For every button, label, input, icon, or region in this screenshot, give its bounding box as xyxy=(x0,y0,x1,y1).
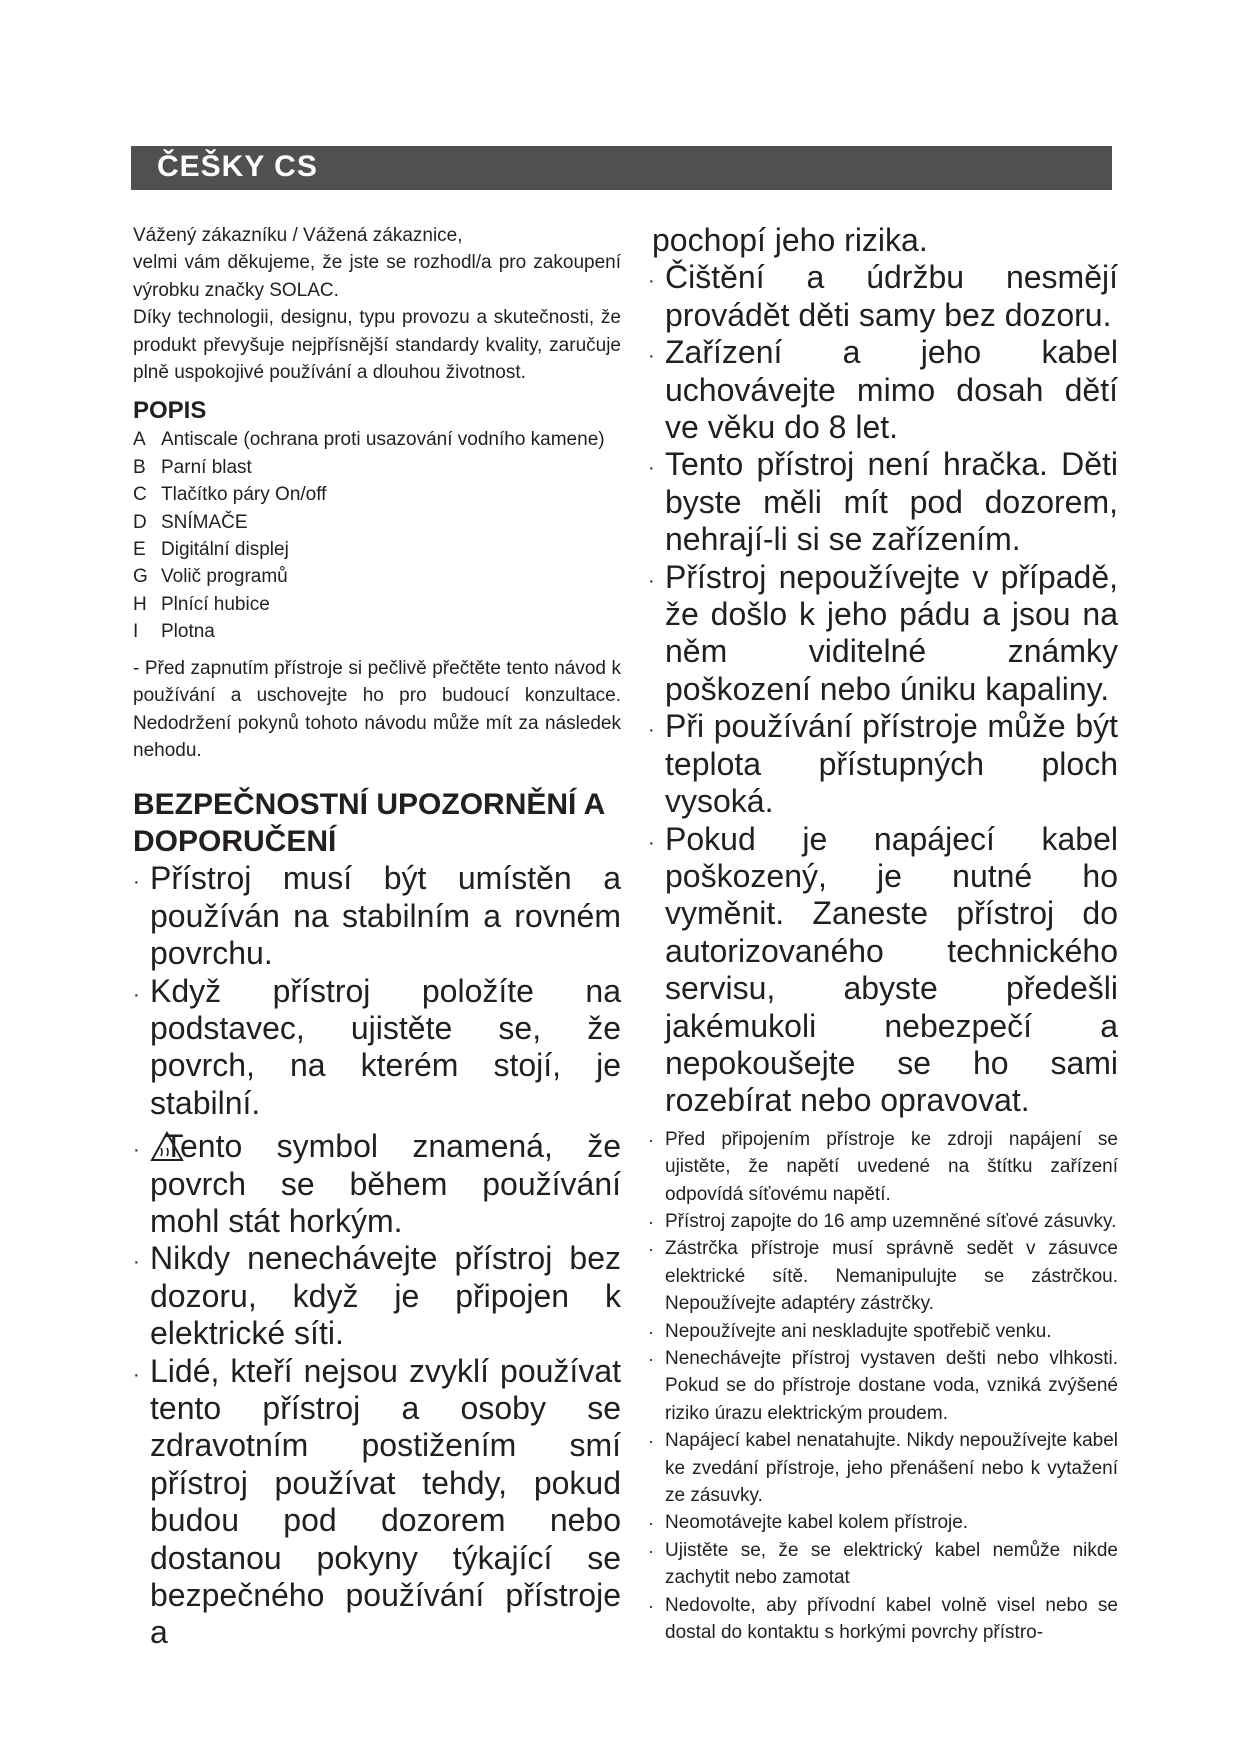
description-text: Parní blast xyxy=(161,456,252,478)
bullet-dot: · xyxy=(648,1211,654,1232)
safety-item xyxy=(648,259,1118,334)
bullet-dot: · xyxy=(648,1129,654,1150)
description-item xyxy=(133,618,621,645)
description-text: Plnící hubice xyxy=(161,593,270,615)
safety-item-text: Tento symbol znamená, že povrch se během používání mohl stát horkým. xyxy=(150,1128,621,1239)
safety-item xyxy=(133,1128,621,1240)
description-item xyxy=(133,509,621,536)
electrical-item-text: Zástrčka přístroje musí správně sedět v zásuvce elektrické sítě. Nemanipulujte se zástrčkou. Nepoužívejte adaptéry zástrčky. xyxy=(665,1238,1118,1315)
safety-item xyxy=(133,1240,621,1352)
electrical-item xyxy=(648,1509,1118,1536)
description-text: Digitální displej xyxy=(161,539,289,561)
description-letter: H xyxy=(133,593,147,615)
safety-item-text: Tento přístroj není hračka. Děti byste měli mít pod dozorem, nehrají-li si se zařízením. xyxy=(665,446,1118,558)
description-item xyxy=(133,563,621,590)
language-title: ČEŠKY CS xyxy=(157,150,318,183)
right-column xyxy=(648,222,1118,1646)
safety-list-left xyxy=(133,860,621,1652)
electrical-safety-list xyxy=(648,1126,1118,1647)
electrical-item xyxy=(648,1126,1118,1208)
electrical-item xyxy=(648,1318,1118,1345)
description-letter: C xyxy=(133,484,147,506)
description-text: SNÍMAČE xyxy=(161,511,248,533)
bullet-dot: · xyxy=(648,1540,654,1561)
safety-item xyxy=(133,1353,621,1652)
bullet-dot: · xyxy=(648,345,655,368)
electrical-item-text: Před připojením přístroje ke zdroji napájení se ujistěte, že napětí uvedené na štítku zařízení odpovídá síťovému napětí. xyxy=(665,1128,1118,1205)
electrical-item-text: Napájecí kabel nenatahujte. Nikdy nepoužívejte kabel ke zvedání přístroje, jeho přenášení nebo k vytažení ze zásuvky. xyxy=(665,1430,1118,1507)
safety-continuation: pochopí jeho rizika. xyxy=(652,222,928,258)
bullet-dot: · xyxy=(648,1513,654,1534)
bullet-dot: · xyxy=(133,871,140,894)
safety-item xyxy=(648,821,1118,1120)
description-text: Tlačítko páry On/off xyxy=(161,484,327,506)
electrical-item xyxy=(648,1235,1118,1317)
hot-surface-icon xyxy=(150,1131,184,1163)
bullet-dot: · xyxy=(648,270,655,293)
description-list xyxy=(133,426,621,645)
safety-item-text: Čištění a údržbu nesmějí provádět děti samy bez dozoru. xyxy=(665,259,1118,333)
safety-item-text: Přístroj musí být umístěn a používán na stabilním a rovném povrchu. xyxy=(150,860,621,972)
electrical-item-text: Nenechávejte přístroj vystaven dešti nebo vlhkosti. Pokud se do přístroje dostane voda, vzniká zvýšené riziko úrazu elektrickým proudem. xyxy=(665,1348,1118,1424)
electrical-item xyxy=(648,1427,1118,1509)
description-letter: A xyxy=(133,429,146,451)
description-item xyxy=(133,591,621,618)
bullet-dot: · xyxy=(648,1239,654,1260)
safety-item xyxy=(648,708,1118,820)
description-item xyxy=(133,481,621,508)
safety-item-text: Při používání přístroje může být teplota přístupných ploch vysoká. xyxy=(665,708,1118,820)
description-letter: B xyxy=(133,456,146,478)
electrical-item xyxy=(648,1537,1118,1592)
safety-item-text: Zařízení a jeho kabel uchovávejte mimo dosah dětí ve věku do 8 let. xyxy=(665,334,1118,446)
bullet-dot: · xyxy=(648,831,655,854)
electrical-item xyxy=(648,1208,1118,1235)
description-letter: G xyxy=(133,566,148,588)
electrical-item xyxy=(648,1345,1118,1427)
description-item xyxy=(133,536,621,563)
electrical-item-text: Ujistěte se, že se elektrický kabel nemůže nikde zachytit nebo zamotat xyxy=(665,1539,1118,1589)
bullet-dot: · xyxy=(648,1431,654,1452)
bullet-dot: · xyxy=(133,983,140,1006)
safety-item-text: Pokud je napájecí kabel poškozený, je nutné ho vyměnit. Zaneste přístroj do autorizovaného technického servisu, abyste předešli jakémukoli nebezpečí a nepokoušejte se ho sami rozebírat nebo opravovat. xyxy=(665,820,1118,1119)
safety-item xyxy=(133,860,621,972)
safety-item xyxy=(648,334,1118,446)
intro-quality: Díky technologii, designu, typu provozu a skutečnosti, že produkt převyšuje nejpřísnější standardy kvality, zaručuje plně uspokojivé používání a dlouhou životnost. xyxy=(133,307,621,384)
bullet-dot: · xyxy=(648,1595,654,1616)
description-letter: I xyxy=(133,621,139,643)
safety-item-text: Lidé, kteří nejsou zvyklí používat tento přístroj a osoby se zdravotním postižením smí přístroj používat tehdy, pokud budou pod dozorem nebo dostanou pokyny týkající se bezpečného používání přístroje a xyxy=(150,1352,621,1651)
safety-item xyxy=(648,446,1118,558)
bullet-dot: · xyxy=(648,1349,654,1369)
description-item xyxy=(133,426,621,453)
electrical-item-text: Přístroj zapojte do 16 amp uzemněné síťové zásuvky. xyxy=(665,1210,1117,1232)
safety-item-text: Nikdy nenechávejte přístroj bez dozoru, když je připojen k elektrické síti. xyxy=(150,1240,621,1352)
safety-title: BEZPEČNOSTNÍ UPOZORNĚNÍ A DOPORUČENÍ xyxy=(133,788,605,859)
electrical-item xyxy=(648,1592,1118,1647)
description-text: Volič programů xyxy=(161,566,288,588)
read-manual-notice: - Před zapnutím přístroje si pečlivě přečtěte tento návod k používání a uschovejte ho pro budoucí konzultace. Nedodržení pokynů tohoto návodu může mít za následek nehodu. xyxy=(133,657,621,761)
bullet-dot: · xyxy=(648,719,655,742)
electrical-item-text: Neomotávejte kabel kolem přístroje. xyxy=(665,1512,969,1534)
language-header-bar xyxy=(131,146,1112,190)
bullet-dot: · xyxy=(133,1251,140,1274)
bullet-dot: · xyxy=(648,1321,654,1342)
left-column xyxy=(133,222,621,1652)
description-letter: E xyxy=(133,539,146,561)
electrical-item-text: Nedovolte, aby přívodní kabel volně visel nebo se dostal do kontaktu s horkými povrchy přístro- xyxy=(665,1594,1118,1644)
bullet-dot: · xyxy=(648,569,655,592)
bullet-dot: · xyxy=(648,457,655,480)
bullet-dot: · xyxy=(133,1139,140,1162)
bullet-dot: · xyxy=(133,1363,140,1386)
description-text: Plotna xyxy=(161,621,215,643)
description-text: Antiscale (ochrana proti usazování vodního kamene) xyxy=(161,429,605,451)
intro-greeting: Vážený zákazníku / Vážená zákaznice, xyxy=(133,225,463,246)
safety-item xyxy=(648,559,1118,709)
safety-item xyxy=(133,973,621,1123)
intro-thanks: velmi vám děkujeme, že jste se rozhodl/a pro zakoupení výrobku značky SOLAC. xyxy=(133,252,621,301)
description-letter: D xyxy=(133,511,147,533)
safety-list-right xyxy=(648,259,1118,1119)
description-item xyxy=(133,454,621,481)
safety-item-text: Přístroj nepoužívejte v případě, že došlo k jeho pádu a jsou na něm viditelné známky poškození nebo úniku kapaliny. xyxy=(665,558,1118,707)
description-title: POPIS xyxy=(133,397,207,425)
electrical-item-text: Nepoužívejte ani neskladujte spotřebič venku. xyxy=(665,1320,1052,1342)
safety-item-text: Když přístroj položíte na podstavec, ujistěte se, že povrch, na kterém stojí, je stabilní. xyxy=(150,972,621,1121)
